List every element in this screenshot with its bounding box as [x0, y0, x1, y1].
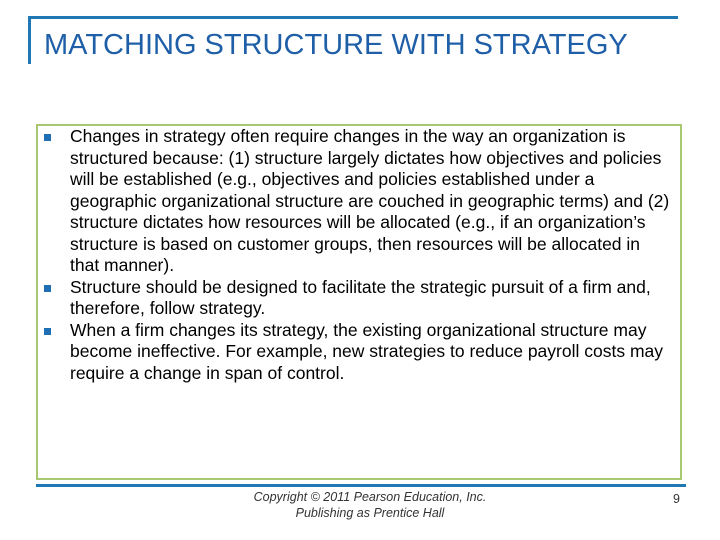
bullet-list	[44, 126, 674, 384]
page-number: 9	[673, 492, 680, 506]
left-rule	[28, 16, 31, 64]
bullet-text: When a firm changes its strategy, the existing organizational structure may become ineffective. For example, new strategies to reduce payroll costs may require a change in span of control.	[70, 319, 664, 383]
bullet-item	[44, 126, 674, 277]
square-bullet-icon	[44, 134, 51, 141]
bullet-text: Changes in strategy often require changes in the way an organization is structured because: (1) structure largely dictates how objectives and policies will be established (e.g., objectives and policies established under a geographic organizational structure are couched in geographic terms) and (2) structure dictates how resources will be allocated (e.g., if an organization’s structure is based on customer groups, then resources will be allocated in that manner).	[70, 126, 670, 275]
copyright-footer	[220, 489, 520, 521]
square-bullet-icon	[44, 328, 51, 335]
bullet-item	[44, 277, 674, 320]
footer-line-2: Publishing as Prentice Hall	[295, 506, 445, 520]
bullet-text: Structure should be designed to facilitate the strategic pursuit of a firm and, therefore, follow strategy.	[70, 276, 651, 318]
bullet-item	[44, 320, 674, 385]
footer-line-1: Copyright © 2011 Pearson Education, Inc.	[253, 490, 487, 504]
slide-title: MATCHING STRUCTURE WITH STRATEGY	[44, 29, 628, 61]
top-rule	[28, 16, 678, 19]
square-bullet-icon	[44, 285, 51, 292]
bottom-rule	[36, 484, 686, 487]
